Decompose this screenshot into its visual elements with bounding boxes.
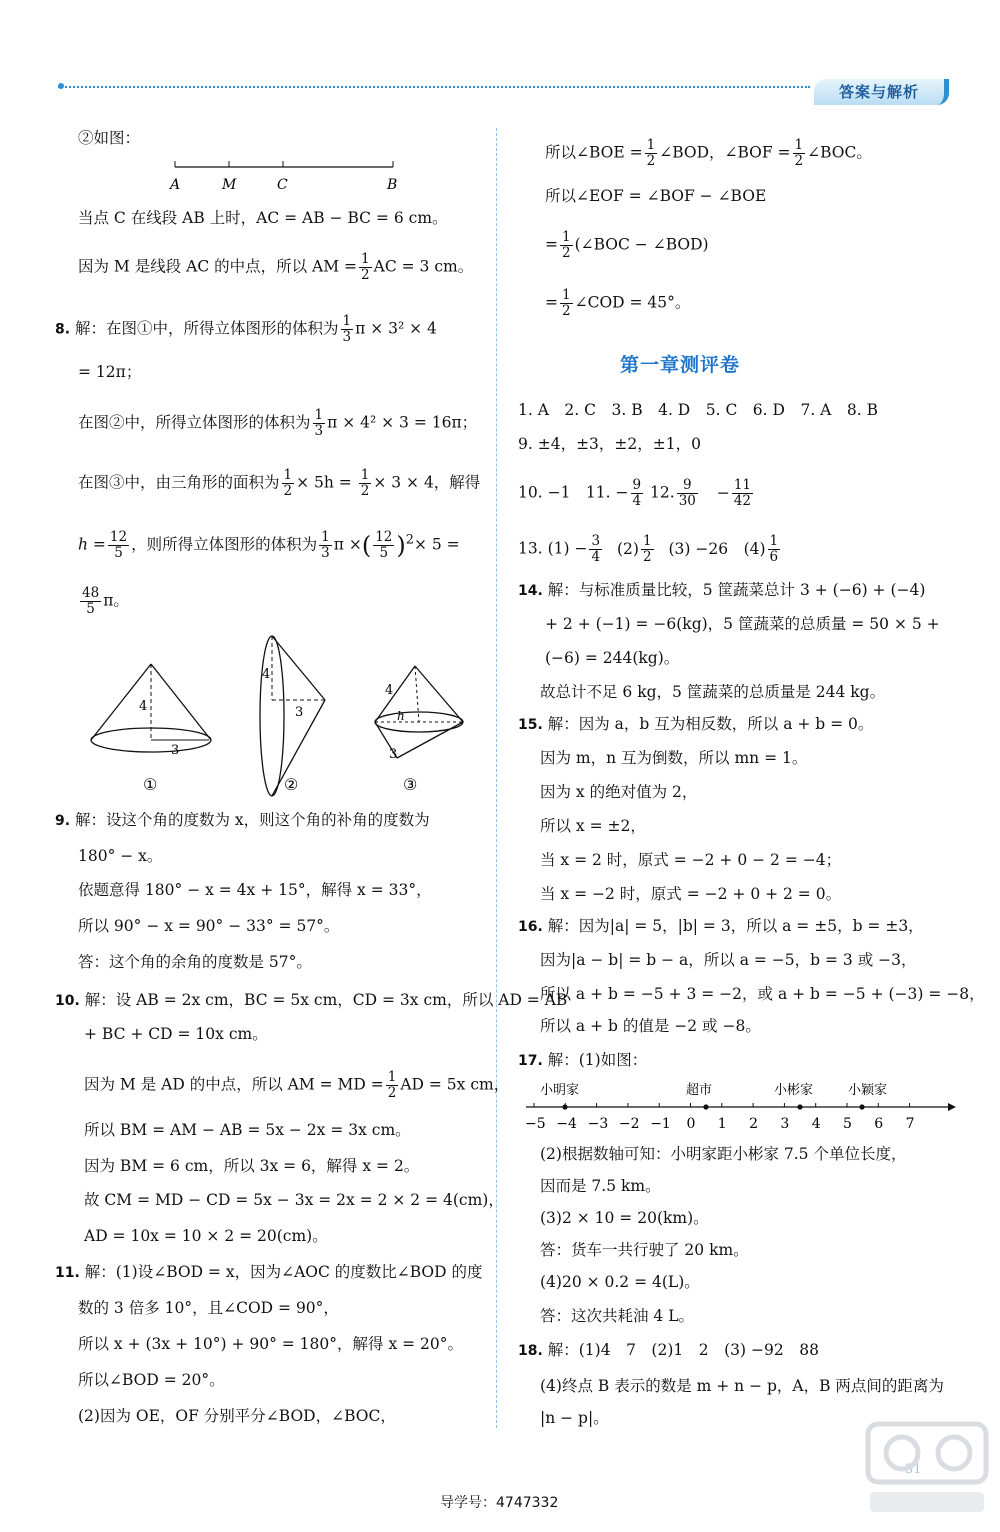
r-line2: 所以∠EOF = ∠BOF − ∠BOE xyxy=(545,187,767,205)
fig1-height: 4 xyxy=(139,699,148,714)
seg-label-c: C xyxy=(277,177,288,193)
tick-label: −4 xyxy=(556,1116,577,1132)
seg-label-m: M xyxy=(222,177,237,193)
tick-label: 3 xyxy=(780,1116,790,1132)
q8-line6: $\frac{48}{5}$ π。 xyxy=(82,585,129,617)
place-xiaoming: 小明家 xyxy=(540,1083,580,1098)
answer-13: 13. (1) − $\frac{3}{4}$ (2) $\frac{1}{2}$ (3) −26 (4) $\frac{1}{6}$ xyxy=(518,533,779,565)
solids-figure xyxy=(85,630,485,800)
q8-line5: h = $\frac{12}{5}$ ，则所得立体图形的体积为 $\frac{1}{3}$ π ×( $\frac{12}{5}$ )$^2$× 5 = xyxy=(78,529,460,561)
q11-line1: 11. 解：(1)设∠BOD = x，因为∠AOC 的度数比∠BOD 的度 xyxy=(55,1263,483,1281)
q16-line3: 所以 a + b = −5 + 3 = −2，或 a + b = −5 + (−3) = −8， xyxy=(540,985,985,1003)
q14-line2: + 2 + (−1) = −6(kg)，5 筐蔬菜的总质量 = 50 × 5 + xyxy=(545,615,940,633)
tick-label: 5 xyxy=(843,1116,852,1132)
q10-line5: 因为 BM = 6 cm，所以 3x = 6，解得 x = 2。 xyxy=(84,1157,420,1175)
q14-line4: 故总计不足 6 kg，5 筐蔬菜的总质量是 244 kg。 xyxy=(540,683,886,701)
q15-line4: 所以 x = ±2， xyxy=(540,817,646,835)
fig1-label: ① xyxy=(143,775,158,794)
q17-line7: 答：这次共耗油 4 L。 xyxy=(540,1307,695,1325)
r-line4: = $\frac{1}{2}$ ∠COD = 45°。 xyxy=(545,287,691,319)
q11-line3: 所以 x + (3x + 10°) + 90° = 180°，解得 x = 20°。 xyxy=(78,1335,463,1353)
header-rule xyxy=(58,86,810,88)
place-market: 超市 xyxy=(686,1083,713,1098)
watermark-logo-icon xyxy=(862,1418,992,1518)
answer-9: 9. ±4，±3，±2，±1，0 xyxy=(518,435,701,453)
q10-line4: 所以 BM = AM − AB = 5x − 2x = 3x cm。 xyxy=(84,1121,411,1139)
line-ac: 当点 C 在线段 AB 上时，AC = AB − BC = 6 cm。 xyxy=(78,209,448,227)
column-divider xyxy=(496,128,497,1428)
q16-line4: 所以 a + b 的值是 −2 或 −8。 xyxy=(540,1017,761,1035)
answers-10-12: 10. −1 11. − $\frac{9}{4}$ 12. $\frac{9}{30}$ − $\frac{11}{42}$ xyxy=(518,477,751,509)
q14-line1: 14. 解：与标准质量比较，5 筐蔬菜总计 3 + (−6) + (−4) xyxy=(518,581,926,599)
fig3-side3: 3 xyxy=(389,747,398,762)
tick-label: 7 xyxy=(905,1116,915,1132)
tick-label: 1 xyxy=(717,1116,727,1132)
q18-line1: 18. 解：(1)4 7 (2)1 2 (3) −92 88 xyxy=(518,1341,819,1359)
q15-line2: 因为 m，n 互为倒数，所以 mn = 1。 xyxy=(540,749,808,767)
q14-line3: (−6) = 244(kg)。 xyxy=(545,649,680,667)
q10-line6: 故 CM = MD − CD = 5x − 3x = 2x = 2 × 2 = 4(cm)， xyxy=(84,1191,504,1209)
tick-label: −1 xyxy=(650,1116,671,1132)
tick-label: −3 xyxy=(587,1116,609,1132)
q17-line1: 17. 解：(1)如图： xyxy=(518,1051,648,1069)
q8-line4: 在图③中，由三角形的面积为 $\frac{1}{2}$ × 5h = $\frac{1}{2}$ × 3 × 4，解得 xyxy=(78,467,481,499)
q8-line2: = 12π； xyxy=(78,363,142,381)
line-fig-intro: ②如图： xyxy=(78,129,141,147)
header-label: 答案与解析 xyxy=(814,79,949,105)
line-am: 因为 M 是线段 AC 的中点，所以 AM = $\frac{1}{2}$ AC = 3 cm。 xyxy=(78,251,474,283)
q16-line1: 16. 解：因为|a| = 5，|b| = 3，所以 a = ±5，b = ±3， xyxy=(518,917,924,935)
fig3-side4: 4 xyxy=(385,683,394,698)
tick-label: −5 xyxy=(525,1116,546,1132)
place-xiaobin: 小彬家 xyxy=(774,1083,814,1098)
q18-line2: (4)终点 B 表示的数是 m + n − p，A，B 两点间的距离为 xyxy=(540,1377,944,1395)
q15-line5: 当 x = 2 时，原式 = −2 + 0 − 2 = −4； xyxy=(540,851,842,869)
q9-line4: 所以 90° − x = 90° − 33° = 57°。 xyxy=(78,917,340,935)
seg-label-b: B xyxy=(387,177,398,193)
tick-label: 2 xyxy=(749,1116,759,1132)
fig3-label: ③ xyxy=(403,775,418,794)
segment-diagram xyxy=(165,155,410,195)
tick-label: 4 xyxy=(811,1116,821,1132)
q10-line7: AD = 10x = 10 × 2 = 20(cm)。 xyxy=(84,1227,328,1245)
r-line3: = $\frac{1}{2}$ (∠BOC − ∠BOD) xyxy=(545,229,709,261)
guide-code: 导学号：4747332 xyxy=(440,1495,559,1511)
q17-line3: 因而是 7.5 km。 xyxy=(540,1177,661,1195)
q17-line2: (2)根据数轴可知：小明家距小彬家 7.5 个单位长度， xyxy=(540,1145,907,1163)
q10-line3: 因为 M 是 AD 的中点，所以 AM = MD = $\frac{1}{2}$ AD = 5x cm， xyxy=(84,1069,510,1101)
q15-line1: 15. 解：因为 a，b 互为相反数，所以 a + b = 0。 xyxy=(518,715,874,733)
fig2-height: 4 xyxy=(262,667,271,682)
page-number: 31 xyxy=(905,1462,922,1477)
q8-line1: 8. 解：在图①中，所得立体图形的体积为 $\frac{1}{3}$ π × 3² × 4 xyxy=(55,313,437,345)
q8-line3: 在图②中，所得立体图形的体积为 $\frac{1}{3}$ π × 4² × 3 = 16π； xyxy=(78,407,478,439)
number-line xyxy=(522,1076,957,1134)
q15-line6: 当 x = −2 时，原式 = −2 + 0 + 2 = 0。 xyxy=(540,885,842,903)
q11-line4: 所以∠BOD = 20°。 xyxy=(78,1371,225,1389)
q17-line5: 答：货车一共行驶了 20 km。 xyxy=(540,1241,749,1259)
q18-line3: |n − p|。 xyxy=(540,1409,609,1427)
seg-label-a: A xyxy=(170,177,181,193)
q17-line4: (3)2 × 10 = 20(km)。 xyxy=(540,1209,709,1227)
fig2-label: ② xyxy=(284,775,299,794)
q16-line2: 因为|a − b| = b − a，所以 a = −5，b = 3 或 −3， xyxy=(540,951,917,969)
tick-label: −2 xyxy=(618,1116,640,1132)
answers-1-8: 1. A 2. C 3. B 4. D 5. C 6. D 7. A 8. B xyxy=(518,401,878,419)
q9-line3: 依题意得 180° − x = 4x + 15°，解得 x = 33°， xyxy=(78,881,432,899)
q10-line2: + BC + CD = 10x cm。 xyxy=(84,1025,268,1043)
q15-line3: 因为 x 的绝对值为 2， xyxy=(540,783,698,801)
section-title: 第一章测评卷 xyxy=(620,354,741,376)
r-line1: 所以∠BOE = $\frac{1}{2}$ ∠BOD，∠BOF = $\frac{1}{2}$ ∠BOC。 xyxy=(545,137,872,169)
fig1-radius: 3 xyxy=(171,743,180,758)
q11-line5: (2)因为 OE，OF 分别平分∠BOD，∠BOC， xyxy=(78,1407,396,1425)
q17-line6: (4)20 × 0.2 = 4(L)。 xyxy=(540,1273,700,1291)
q9-line1: 9. 解：设这个角的度数为 x，则这个角的补角的度数为 xyxy=(55,811,430,829)
tick-label: 6 xyxy=(874,1116,884,1132)
place-xiaoying: 小颖家 xyxy=(848,1083,888,1098)
fig3-h: h xyxy=(397,709,405,723)
q11-line2: 数的 3 倍多 10°，且∠COD = 90°， xyxy=(78,1299,339,1317)
fig2-radius: 3 xyxy=(295,705,304,720)
tick-label: 0 xyxy=(686,1116,696,1132)
q10-line1: 10. 解：设 AB = 2x cm，BC = 5x cm，CD = 3x cm，所以 AD = AB xyxy=(55,991,568,1009)
q9-line2: 180° − x。 xyxy=(78,847,163,865)
q9-line5: 答：这个角的余角的度数是 57°。 xyxy=(78,953,312,971)
